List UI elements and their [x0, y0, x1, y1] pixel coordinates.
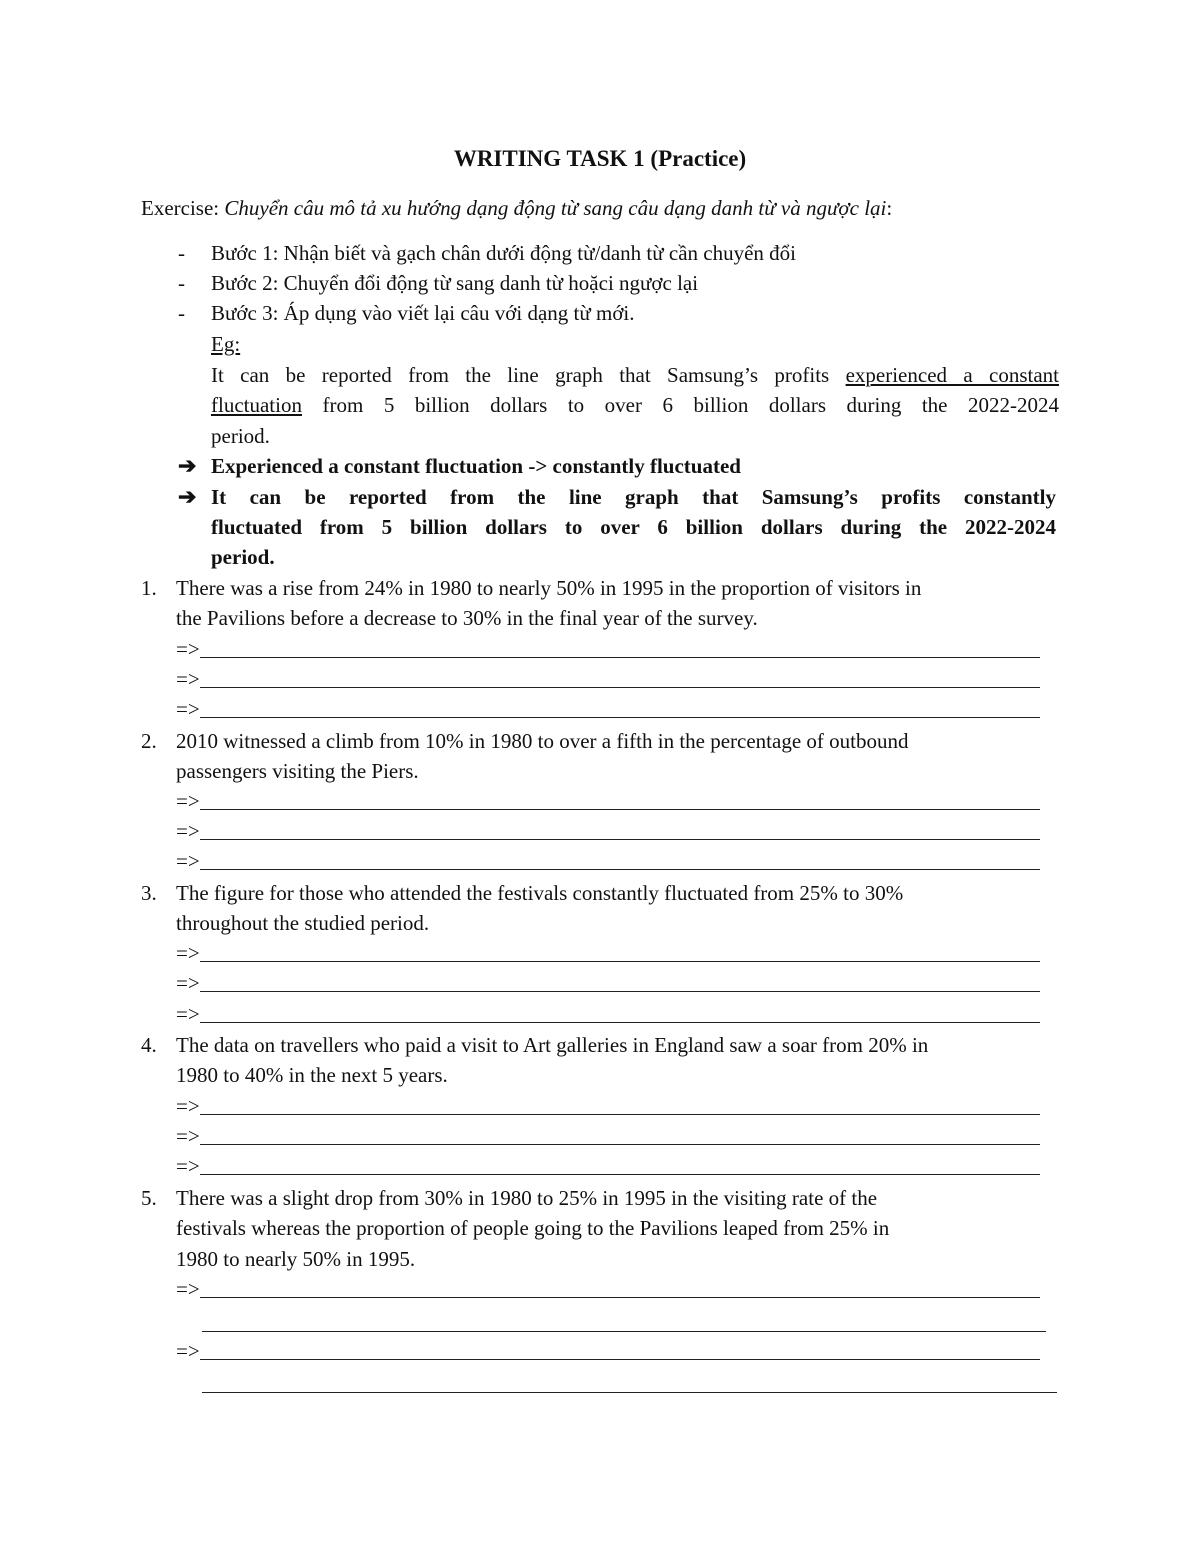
answer-prefix: =>	[176, 971, 200, 995]
answer-prefix: =>	[176, 849, 200, 873]
item-3-line-1: The figure for those who attended the festivals constantly fluctuated from 25% to 30%	[176, 881, 904, 905]
step-dash: -	[178, 271, 185, 295]
answer-blank	[200, 1296, 1040, 1298]
answer-line[interactable]	[176, 694, 1040, 724]
example-text: from 5 billion dollars to over 6 billion dollars during the 2022-2024	[301, 393, 1059, 417]
answer-line[interactable]	[176, 1121, 1040, 1151]
answer-prefix: =>	[176, 1002, 200, 1026]
example-result-1: Experienced a constant fluctuation -> constantly fluctuated	[211, 454, 741, 478]
answer-blank	[200, 990, 1040, 992]
exercise-instruction: Chuyển câu mô tả xu hướng dạng động từ sang câu dạng danh từ và ngược lại	[224, 196, 887, 220]
step-1: Bước 1: Nhận biết và gạch chân dưới động từ/danh từ cần chuyển đổi	[211, 241, 797, 265]
item-2-line-2: passengers visiting the Piers.	[176, 759, 419, 783]
answer-prefix: =>	[176, 789, 200, 813]
answer-blank	[200, 838, 1040, 840]
answer-blank	[200, 686, 1040, 688]
answer-line[interactable]	[176, 968, 1040, 998]
answer-blank	[200, 1113, 1040, 1115]
answer-line[interactable]	[176, 1274, 1040, 1304]
item-1-line-2: the Pavilions before a decrease to 30% in the final year of the survey.	[176, 606, 758, 630]
answer-line[interactable]	[176, 1336, 1040, 1366]
example-underlined-phrase: fluctuation	[211, 393, 302, 417]
answer-continuation-blank[interactable]	[202, 1391, 1057, 1393]
example-label: Eg:	[211, 332, 241, 356]
answer-prefix: =>	[176, 637, 200, 661]
answer-prefix: =>	[176, 1094, 200, 1118]
exercise-line	[141, 193, 892, 223]
item-number: 5.	[141, 1186, 157, 1210]
answer-line[interactable]	[176, 786, 1040, 816]
answer-line[interactable]	[176, 846, 1040, 876]
answer-blank	[200, 1021, 1040, 1023]
answer-blank	[200, 1358, 1040, 1360]
answer-prefix: =>	[176, 819, 200, 843]
answer-prefix: =>	[176, 1124, 200, 1148]
answer-line[interactable]	[176, 938, 1040, 968]
answer-blank	[200, 808, 1040, 810]
answer-line[interactable]	[176, 816, 1040, 846]
example-result-2-line-2	[211, 512, 1056, 542]
item-number: 3.	[141, 881, 157, 905]
answer-blank	[200, 1143, 1040, 1145]
page-title: WRITING TASK 1 (Practice)	[453, 146, 747, 171]
example-underlined-phrase: experienced a constant	[845, 363, 1059, 387]
answer-blank	[200, 1173, 1040, 1175]
example-result-text: It can be reported from the line graph that Samsung’s profits constantly	[211, 485, 1056, 509]
answer-blank	[200, 656, 1040, 658]
example-line-2	[211, 390, 1059, 420]
step-3: Bước 3: Áp dụng vào viết lại câu với dạng từ mới.	[211, 301, 635, 325]
arrow-icon: ➔	[178, 453, 197, 478]
answer-line[interactable]	[176, 999, 1040, 1029]
answer-line[interactable]	[176, 1091, 1040, 1121]
example-result-2-line-3: period.	[211, 545, 275, 569]
item-number: 2.	[141, 729, 157, 753]
item-5-line-1: There was a slight drop from 30% in 1980 to 25% in 1995 in the visiting rate of the	[176, 1186, 878, 1210]
exercise-colon: :	[886, 196, 893, 220]
answer-prefix: =>	[176, 1339, 200, 1363]
exercise-label: Exercise:	[141, 196, 225, 220]
example-result-text: fluctuated from 5 billion dollars to over 6 billion dollars during the 2022-2024	[211, 515, 1056, 539]
item-4-line-1: The data on travellers who paid a visit to Art galleries in England saw a soar from 20% in	[176, 1033, 929, 1057]
step-dash: -	[178, 241, 185, 265]
answer-line[interactable]	[176, 664, 1040, 694]
answer-line[interactable]	[176, 1151, 1040, 1181]
item-4-line-2: 1980 to 40% in the next 5 years.	[176, 1063, 448, 1087]
answer-prefix: =>	[176, 667, 200, 691]
example-result-2-line-1	[211, 482, 1056, 512]
answer-blank	[200, 960, 1040, 962]
answer-prefix: =>	[176, 1277, 200, 1301]
example-line-3: period.	[211, 424, 270, 448]
step-dash: -	[178, 301, 185, 325]
item-number: 4.	[141, 1033, 157, 1057]
arrow-icon: ➔	[178, 484, 197, 509]
item-number: 1.	[141, 576, 157, 600]
item-5-line-2: festivals whereas the proportion of people going to the Pavilions leaped from 25% in	[176, 1216, 890, 1240]
step-2: Bước 2: Chuyển đổi động từ sang danh từ hoặci ngược lại	[211, 271, 699, 295]
answer-blank	[200, 716, 1040, 718]
answer-prefix: =>	[176, 941, 200, 965]
answer-prefix: =>	[176, 1154, 200, 1178]
answer-prefix: =>	[176, 697, 200, 721]
example-text: It can be reported from the line graph that Samsung’s profits	[211, 363, 846, 387]
answer-blank	[200, 868, 1040, 870]
answer-line[interactable]	[176, 634, 1040, 664]
item-1-line-1: There was a rise from 24% in 1980 to nearly 50% in 1995 in the proportion of visitors in	[176, 576, 922, 600]
item-3-line-2: throughout the studied period.	[176, 911, 430, 935]
item-2-line-1: 2010 witnessed a climb from 10% in 1980 to over a fifth in the percentage of outbound	[176, 729, 909, 753]
item-5-line-3: 1980 to nearly 50% in 1995.	[176, 1247, 416, 1271]
answer-continuation-blank[interactable]	[202, 1330, 1046, 1332]
example-line-1	[211, 360, 1059, 390]
